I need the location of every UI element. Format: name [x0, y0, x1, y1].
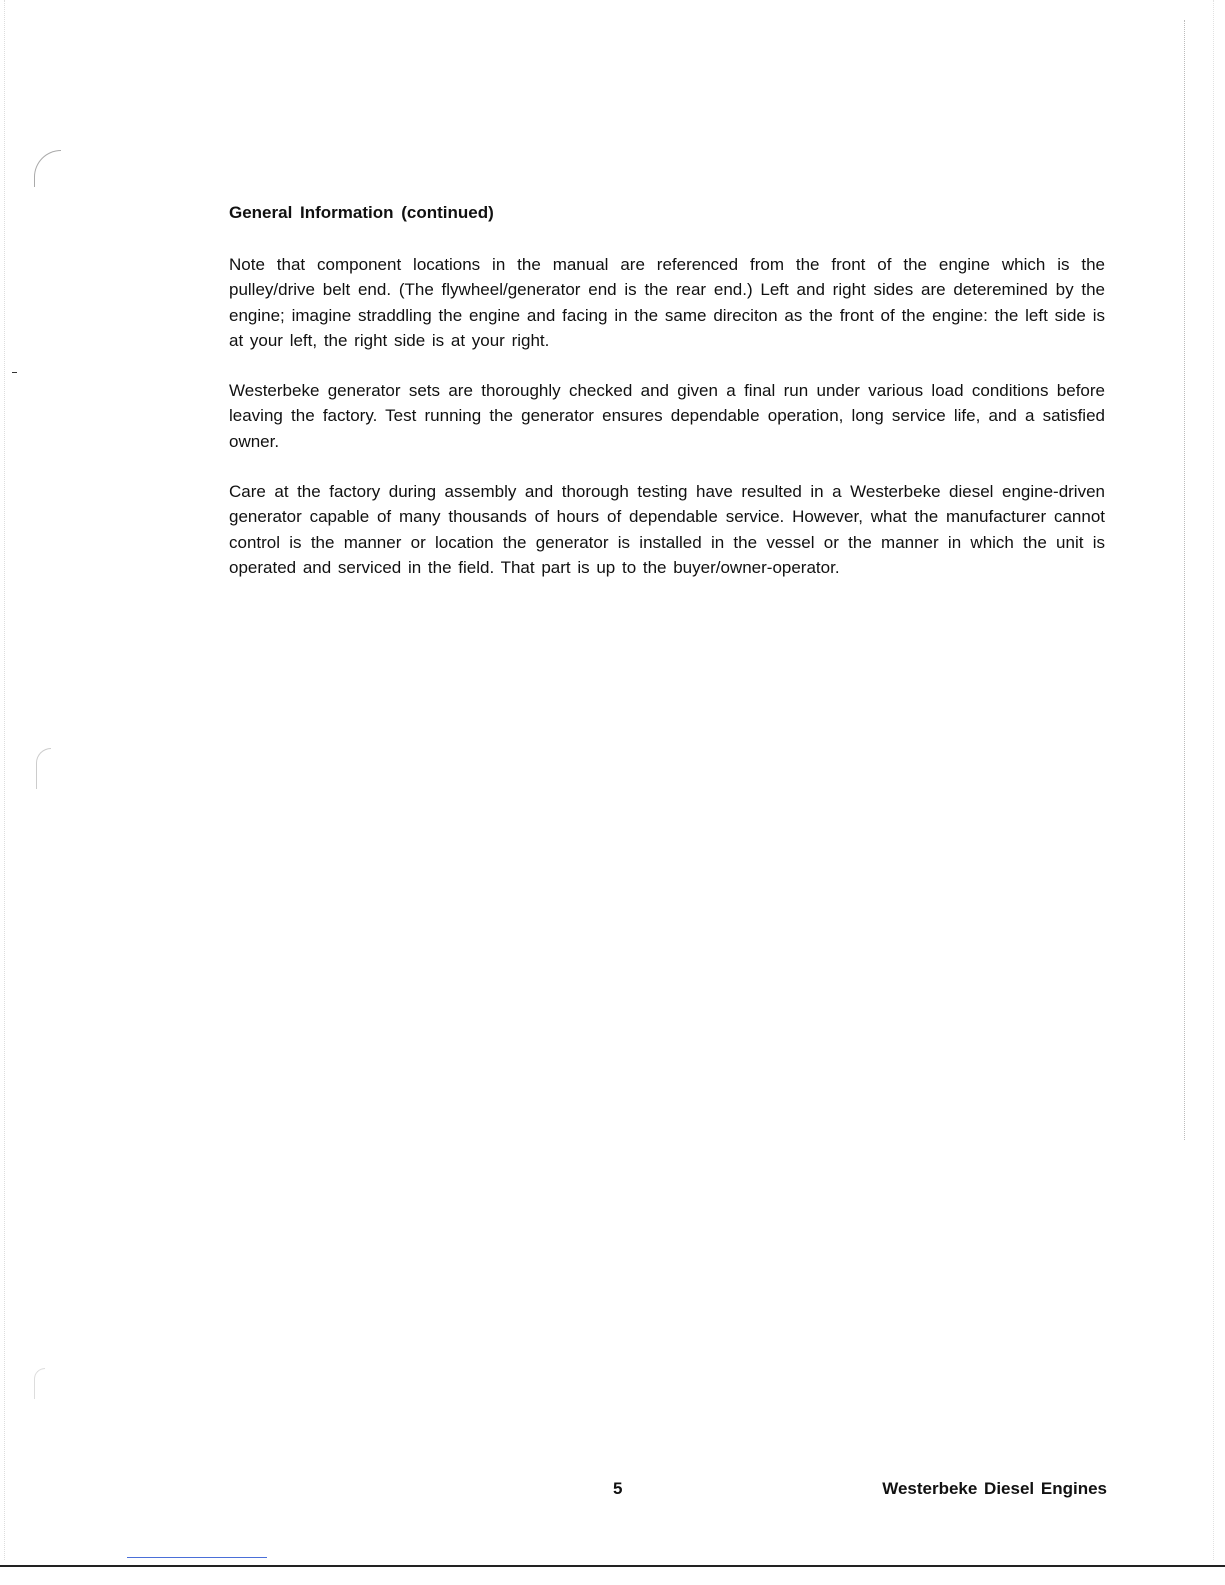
scan-mark-middle	[36, 748, 51, 789]
scan-mark-bottom	[34, 1368, 45, 1399]
section-heading: General Information (continued)	[229, 203, 494, 222]
paragraph-factory-testing: Westerbeke generator sets are thoroughly checked and given a final run under various load conditions before leaving the factory. Test running the generator ensures dependable operation, long service life, and a satisfied owner.	[229, 381, 1105, 451]
page-content	[229, 200, 1105, 605]
scan-blue-line	[127, 1557, 267, 1558]
scan-edge-left	[4, 0, 6, 1560]
scan-edge-right	[1184, 20, 1186, 1140]
page-number: 5	[613, 1479, 623, 1498]
scan-edge-far-right	[1213, 0, 1215, 1560]
scan-bottom-line	[0, 1565, 1225, 1567]
scan-mark-top	[34, 150, 61, 187]
paragraph-owner-responsibility: Care at the factory during assembly and thorough testing have resulted in a Westerbeke diesel engine-driven generator capable of many thousands of hours of dependable service. However, what the manufacturer cannot control is the manner or location the generator is installed in the vessel or the manner in which the unit is operated and serviced in the field. That part is up to the buyer/owner-operator.	[229, 482, 1105, 577]
paragraph-component-locations: Note that component locations in the manual are referenced from the front of the engine which is the pulley/drive belt end. (The flywheel/generator end is the rear end.) Left and right sides are deteremined by the engine; imagine straddling the engine and facing in the same direciton as the front of the engine: the left side is at your left, the right side is at your right.	[229, 255, 1105, 350]
footer-brand: Westerbeke Diesel Engines	[882, 1479, 1107, 1498]
scan-dash-mark	[12, 372, 17, 373]
